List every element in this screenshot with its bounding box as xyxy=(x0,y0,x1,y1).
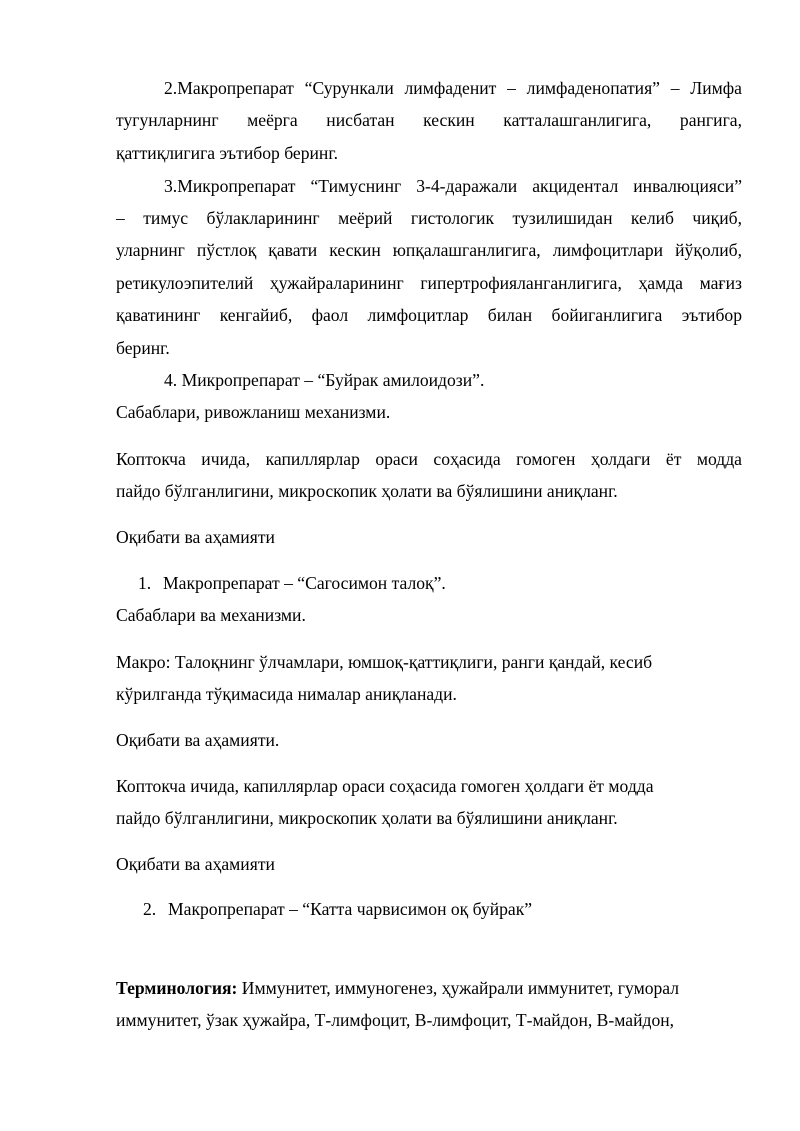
koptokcha2-line1: Коптокча ичида, капиллярлар ораси соҳасида гомоген ҳолдаги ёт модда xyxy=(116,776,654,796)
item3-line2: – тимус бўлакларининг меёрий гистологик тузилишидан келиб чиқиб, xyxy=(116,208,742,228)
item3-line6: беринг. xyxy=(116,338,170,358)
list-number-1: 1. xyxy=(138,573,152,593)
outcome-heading-2: Оқибати ва аҳамияти. xyxy=(116,730,280,750)
list-text-2: Макропрепарат – “Катта чарвисимон оқ буйрак” xyxy=(168,899,533,919)
terminology-label: Терминология: xyxy=(116,978,238,998)
macro-line2: кўрилганда тўқимасида нималар аниқланади. xyxy=(116,684,457,704)
causes-heading-1: Сабаблари, ривожланиш механизми. xyxy=(116,402,391,422)
item2-line2: тугунларнинг меёрга нисбатан кескин катталашганлигига, рангига, xyxy=(116,110,742,130)
outcome-heading-3: Оқибати ва аҳамияти xyxy=(116,854,275,874)
item3-line3: уларнинг пўстлоқ қавати кескин юпқалашганлигига, лимфоцитлари йўқолиб, xyxy=(116,240,742,260)
list-text-1: Макропрепарат – “Сагосимон талоқ”. xyxy=(163,573,446,593)
koptokcha2-line2: пайдо бўлганлигини, микроскопик ҳолати ва бўялишини аниқланг. xyxy=(116,808,618,828)
list-number-2: 2. xyxy=(143,899,157,919)
terminology-text-1: Иммунитет, иммуногенез, ҳужайрали иммунитет, гуморал xyxy=(237,978,680,998)
outcome-heading-1: Оқибати ва аҳамияти xyxy=(116,527,275,547)
item2-line1: 2.Макропрепарат “Сурункали лимфаденит – лимфаденопатия” – Лимфа xyxy=(164,78,742,98)
terminology-line2: иммунитет, ўзак ҳужайра, Т-лимфоцит, В-лимфоцит, Т-майдон, В-майдон, xyxy=(116,1010,675,1030)
koptokcha-line2: пайдо бўлганлигини, микроскопик ҳолати ва бўялишини аниқланг. xyxy=(116,481,618,501)
terminology-line1 xyxy=(116,972,742,1004)
item2-line3: қаттиқлигига эътибор беринг. xyxy=(116,143,338,163)
item3-line4: ретикулоэпителий ҳужайраларининг гипертрофияланганлигига, ҳамда мағиз xyxy=(116,273,742,293)
item3-line1: 3.Микропрепарат “Тимуснинг 3-4-даражали акцидентал инвалюцияси” xyxy=(164,176,742,196)
causes-heading-2: Сабаблари ва механизми. xyxy=(116,605,306,625)
item3-line5: қаватининг кенгайиб, фаол лимфоцитлар билан бойиганлигига эътибор xyxy=(116,305,742,325)
item4-heading: 4. Микропрепарат – “Буйрак амилоидози”. xyxy=(164,370,485,390)
macro-line1: Макро: Талоқнинг ўлчамлари, юмшоқ-қаттиқлиги, ранги қандай, кесиб xyxy=(116,652,653,672)
koptokcha-line1: Коптокча ичида, капиллярлар ораси соҳасида гомоген ҳолдаги ёт модда xyxy=(116,449,742,469)
